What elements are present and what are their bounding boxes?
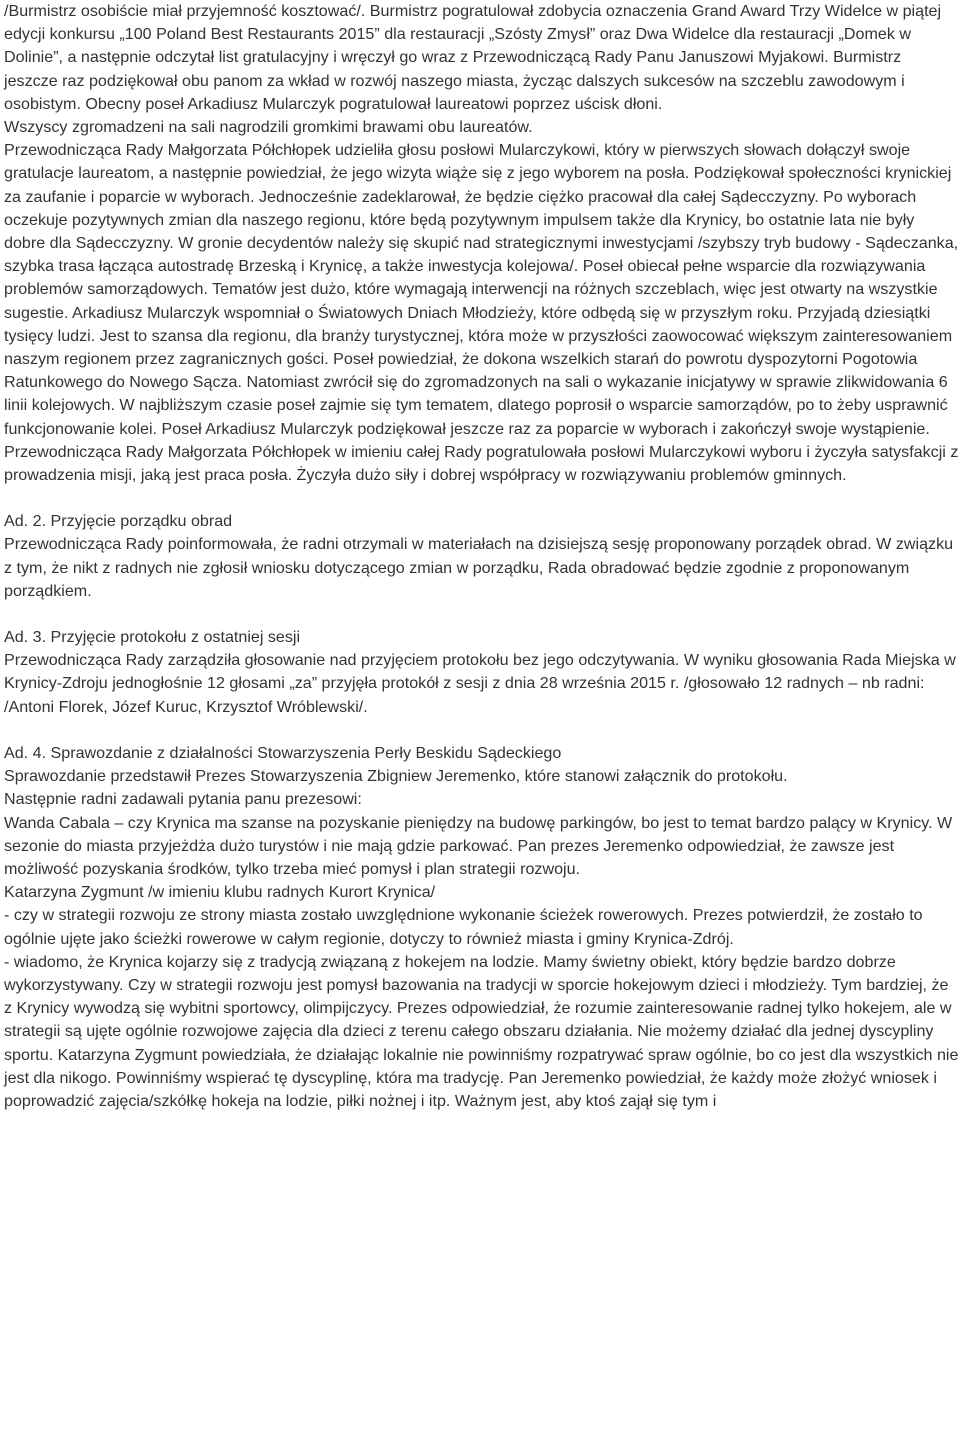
spacer — [4, 603, 959, 626]
section-heading-ad-4: Ad. 4. Sprawozdanie z działalności Stowarzyszenia Perły Beskidu Sądeckiego — [4, 743, 562, 762]
paragraph-sprawozdanie: Sprawozdanie przedstawił Prezes Stowarzyszenia Zbigniew Jeremenko, które stanowi załącznik do protokołu. — [4, 767, 788, 786]
paragraph-katarzyna-zygmunt: Katarzyna Zygmunt /w imieniu klubu radnych Kurort Krynica/ — [4, 883, 436, 902]
paragraph-hokej: - wiadomo, że Krynica kojarzy się z tradycją związaną z hokejem na lodzie. Mamy świetny obiekt, który będzie bardzo dobrze wykorzystywany. Czy w strategii rozwoju jest pomysł bazowania na tradycji w sporcie hokejowym dzieci i młodzieży. Tym bardziej, że z Krynicy wywodzą się wybitni sportowcy, olimpijczycy. Prezes odpowiedział, że rozumie zainteresowanie radnej tylko hokejem, ale w strategii są ujęte ogólnie rozwojowe zajęcia dla dzieci z terenu całego obszaru działania. Nie możemy działać dla jednej dyscypliny sportu. Katarzyna Zygmunt powiedziała, że działając lokalnie nie powinniśmy rozpatrywać spraw ogólnie, bo co jest dla wszystkich nie jest dla nikogo. Powinniśmy wspierać tę dyscyplinę, która ma tradycję. Pan Jeremenko powiedział, że każdy może złożyć wniosek i poprowadzić zajęcia/szkółkę hokeja na lodzie, piłki nożnej i itp. Ważnym jest, aby ktoś zajął się tym i — [4, 952, 959, 1110]
paragraph-porzadek-obrad: Przewodnicząca Rady poinformowała, że radni otrzymali w materiałach na dzisiejszą sesję proponowany porządek obrad. W związku z tym, że nikt z radnych nie zgłosił wniosku dotyczącego zmian w porządku, Rada obradować będzie zgodnie z proponowanym porządkiem. — [4, 535, 954, 600]
paragraph-brawa: Wszyscy zgromadzeni na sali nagrodzili gromkimi brawami obu laureatów. — [4, 118, 533, 137]
paragraph-protokol: Przewodnicząca Rady zarządziła głosowanie nad przyjęciem protokołu bez jego odczytywania. W wyniku głosowania Rada Miejska w Krynicy-Zdroju jednogłośnie 12 głosami „za” przyjęła protokół z sesji z dnia 28 września 2015 r. /głosowało 12 radnych – nb radni: /Antoni Florek, Józef Kuruc, Krzysztof Wróblewski/. — [4, 651, 956, 716]
paragraph-gratulacje-rady: Przewodnicząca Rady Małgorzata Półchłopek w imieniu całej Rady pogratulowała posłowi Mularczykowi wyboru i życzyła satysfakcji z prowadzenia misji, jaką jest praca posła. Życzyła dużo siły i dobrej współpracy w rozwiązywaniu problemów gminnych. — [4, 442, 959, 485]
section-heading-ad-2: Ad. 2. Przyjęcie porządku obrad — [4, 512, 233, 531]
spacer — [4, 719, 959, 742]
paragraph-sciezki-rowerowe: - czy w strategii rozwoju ze strony miasta zostało uwzględnione wykonanie ścieżek rowerowych. Prezes potwierdził, że zostało to ogólnie ujęte jako ścieżki rowerowe w całym regionie, dotyczy to również miasta i gminy Krynica-Zdrój. — [4, 906, 923, 948]
document-body — [4, 0, 959, 1113]
paragraph-burmistrz-gratulacje: /Burmistrz osobiście miał przyjemność kosztować/. Burmistrz pogratulował zdobycia oznaczenia Grand Award Trzy Widelce w piątej edycji konkursu „100 Poland Best Restaurants 2015” dla restauracji „Szósty Zmysł” oraz Dwa Widelce dla restauracji „Domek w Dolinie”, a następnie odczytał list gratulacyjny i wręczył go wraz z Przewodniczącą Rady Panu Januszowi Myjakowi. Burmistrz jeszcze raz podziękował obu panom za wkład w rozwój naszego miasta, życząc dalszych sukcesów na szczeblu zawodowym i osobistym. Obecny poseł Arkadiusz Mularczyk pogratulował laureatowi poprzez uścisk dłoni. — [4, 2, 942, 113]
paragraph-wanda-cabala: Wanda Cabala – czy Krynica ma szanse na pozyskanie pieniędzy na budowę parkingów, bo jest to temat bardzo palący w Krynicy. W sezonie do miasta przyjeżdża dużo turystów i nie mają gdzie parkować. Pan prezes Jeremenko odpowiedział, że zawsze jest możliwość pozyskania środków, tylko trzeba mieć pomysł i plan strategii rozwoju. — [4, 813, 953, 878]
spacer — [4, 487, 959, 510]
paragraph-posel-wystapienie: Przewodnicząca Rady Małgorzata Półchłopek udzieliła głosu posłowi Mularczykowi, który w pierwszych słowach dołączył swoje gratulacje laureatom, a następnie powiedział, że jego wizyta wiąże się z jego wyborem na posła. Podziękował społeczności krynickiej za zaufanie i poparcie w wyborach. Jednocześnie zadeklarował, że będzie ciężko pracował dla całej Sądecczyzny. Po wyborach oczekuje pozytywnych zmian dla naszego regionu, które będą pozytywnym impulsem także dla Krynicy, bo ostatnie lata nie były dobre dla Sądecczyzny. W gronie decydentów należy się skupić nad strategicznymi inwestycjami /szybszy tryb budowy - Sądeczanka, szybka trasa łącząca autostradę Brzeską i Krynicę, a także inwestycja kolejowa/. Poseł obiecał pełne wsparcie dla rozwiązywania problemów samorządowych. Tematów jest dużo, które wymagają interwencji na różnych szczeblach, więc jest otwarty na wszystkie sugestie. Arkadiusz Mularczyk wspomniał o Światowych Dniach Młodzieży, które odbędą się w przyszłym roku. Przyjadą dziesiątki tysięcy ludzi. Jest to szansa dla regionu, dla branży turystycznej, która może w przyszłości zaowocować większym zainteresowaniem naszym regionem przez zagranicznych gości. Poseł powiedział, że dokona wszelkich starań do powrotu dyspozytorni Pogotowia Ratunkowego do Nowego Sącza. Natomiast zwrócił się do zgromadzonych na sali o wykazanie inicjatywy w sprawie zlikwidowania 6 linii kolejowych. W najbliższym czasie poseł zajmie się tym tematem, dlatego poprosił o wsparcie samorządów, po to żeby usprawnić funkcjonowanie kolei. Poseł Arkadiusz Mularczyk podziękował jeszcze raz za poparcie w wyborach i zakończył swoje wystąpienie. — [4, 141, 959, 438]
paragraph-pytania-intro: Następnie radni zadawali pytania panu prezesowi: — [4, 790, 362, 809]
section-heading-ad-3: Ad. 3. Przyjęcie protokołu z ostatniej sesji — [4, 628, 301, 647]
